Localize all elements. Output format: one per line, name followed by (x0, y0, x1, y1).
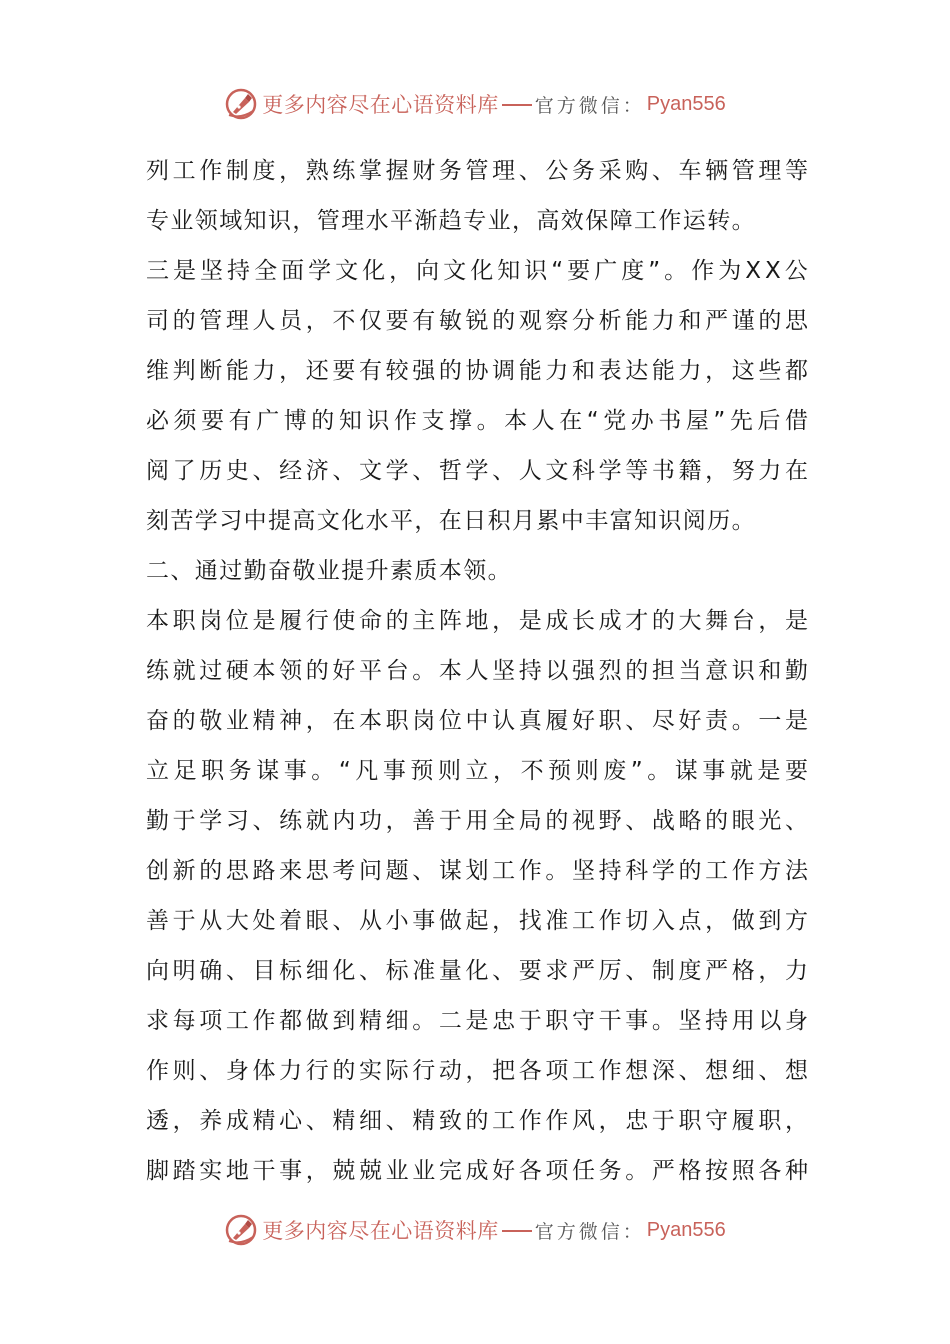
pen-nib-logo-icon (224, 87, 258, 121)
text-line: 司 的 管 理 人 员 ， 不 仅 要 有 敏 锐 的 观 察 分 析 能 力 和 严 谨 的 思 (146, 308, 808, 334)
text-line: 脚 踏 实 地 干 事 ， 兢 兢 业 业 完 成 好 各 项 任 务 。 严 格 按 照 各 种 (146, 1158, 808, 1184)
watermark-brand-text: 更多内容尽在心语资料库 (262, 93, 499, 117)
footer-watermark (0, 1208, 950, 1252)
text-line (146, 546, 808, 596)
text-line: 作 则 、 身 体 力 行 的 实 际 行 动 ， 把 各 项 工 作 想 深 、 想 细 、 想 (146, 1058, 808, 1084)
text-line-content: 二、通过勤奋敬业提升素质本领。 (146, 558, 512, 584)
text-line: 练 就 过 硬 本 领 的 好 平 台 。 本 人 坚 持 以 强 烈 的 担 当 意 识 和 勤 (146, 658, 808, 684)
pen-nib-logo-icon (224, 1213, 258, 1247)
text-line: 向 明 确 、 目 标 细 化 、 标 准 量 化 、 要 求 严 厉 、 制 度 严 格 ， 力 (146, 958, 808, 984)
watermark-official-label: 官方微信： (534, 94, 645, 117)
watermark-dash (502, 1230, 532, 1232)
text-line-content: 刻苦学习中提高文化水平，在日积月累中丰富知识阅历。 (146, 508, 756, 534)
watermark-dash (502, 104, 532, 106)
text-line: 三 是 坚 持 全 面 学 文 化 ， 向 文 化 知 识 “ 要 广 度 ” 。 作 为 X X 公 (146, 258, 808, 284)
header-watermark (0, 82, 950, 126)
text-line: 奋 的 敬 业 精 神 ， 在 本 职 岗 位 中 认 真 履 好 职 、 尽 好 责 。 一 是 (146, 708, 808, 734)
watermark-wechat-id: Pyan556 (646, 1218, 726, 1241)
text-line: 求 每 项 工 作 都 做 到 精 细 。 二 是 忠 于 职 守 干 事 。 坚 持 用 以 身 (146, 1008, 808, 1034)
text-line-content: 专业领域知识，管理水平渐趋专业，高效保障工作运转。 (146, 208, 756, 234)
text-line: 勤 于 学 习 、 练 就 内 功 ， 善 于 用 全 局 的 视 野 、 战 略 的 眼 光 、 (146, 808, 808, 834)
text-line: 本 职 岗 位 是 履 行 使 命 的 主 阵 地 ， 是 成 长 成 才 的 大 舞 台 ， 是 (146, 608, 808, 634)
text-line: 维 判 断 能 力 ， 还 要 有 较 强 的 协 调 能 力 和 表 达 能 力 ， 这 些 都 (146, 358, 808, 384)
text-line: 立 足 职 务 谋 事 。 “ 凡 事 预 则 立 ， 不 预 则 废 ” 。 谋 事 就 是 要 (146, 758, 808, 784)
text-line (146, 496, 808, 546)
watermark-brand-text: 更多内容尽在心语资料库 (262, 1219, 499, 1243)
watermark-official-label: 官方微信： (534, 1220, 645, 1243)
text-line: 创 新 的 思 路 来 思 考 问 题 、 谋 划 工 作 。 坚 持 科 学 的 工 作 方 法 (146, 858, 808, 884)
text-line: 善 于 从 大 处 着 眼 、 从 小 事 做 起 ， 找 准 工 作 切 入 点 ， 做 到 方 (146, 908, 808, 934)
text-line (146, 196, 808, 246)
text-line: 必 须 要 有 广 博 的 知 识 作 支 撑 。 本 人 在 “ 党 办 书 屋 ” 先 后 借 (146, 408, 808, 434)
text-line: 列 工 作 制 度 ， 熟 练 掌 握 财 务 管 理 、 公 务 采 购 、 车 辆 管 理 等 (146, 158, 808, 184)
watermark-wechat-id: Pyan556 (646, 92, 726, 115)
document-body (146, 146, 808, 1196)
text-line: 透 ， 养 成 精 心 、 精 细 、 精 致 的 工 作 作 风 ， 忠 于 职 守 履 职 ， (146, 1108, 808, 1134)
text-line: 阅 了 历 史 、 经 济 、 文 学 、 哲 学 、 人 文 科 学 等 书 籍 ， 努 力 在 (146, 458, 808, 484)
